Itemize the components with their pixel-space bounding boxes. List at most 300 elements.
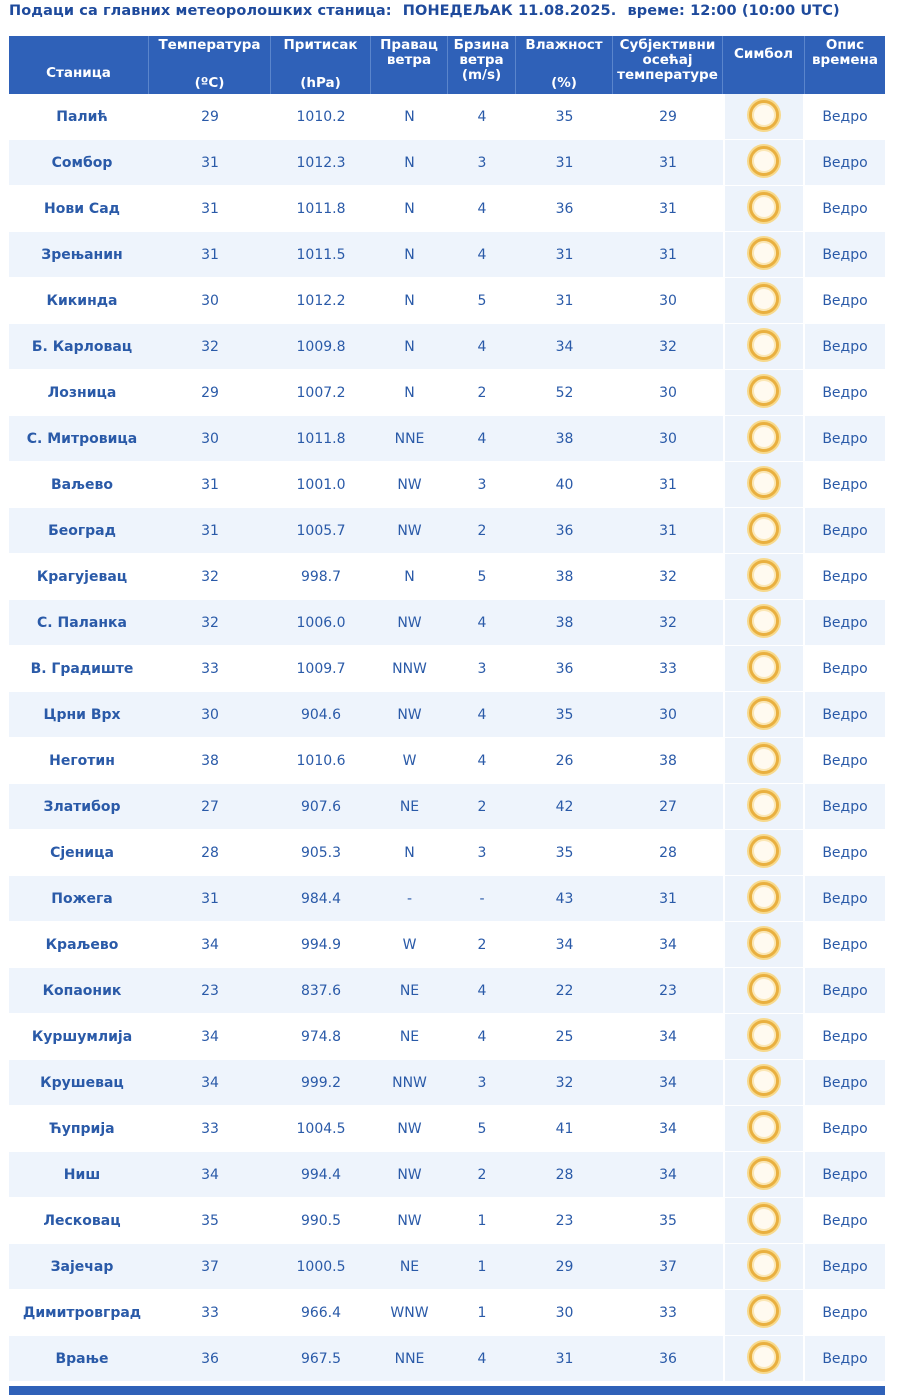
title-text: Подаци са главних метеоролошких станица: (9, 3, 392, 19)
humidity-value: 25 (516, 1014, 613, 1060)
sun-icon (749, 652, 779, 682)
col-temperature: Температура (ºC) (149, 36, 271, 94)
feels-like-value: 34 (613, 922, 723, 968)
sun-icon (749, 146, 779, 176)
feels-like-value: 34 (613, 1152, 723, 1198)
sun-icon (749, 606, 779, 636)
weather-description: Ведро (805, 1244, 885, 1290)
wind-direction-value: N (371, 232, 448, 278)
wind-direction-value: WNW (371, 1290, 448, 1336)
symbol-cell (723, 1014, 805, 1060)
pressure-value: 1006.0 (271, 600, 371, 646)
symbol-cell (723, 968, 805, 1014)
humidity-value: 38 (516, 600, 613, 646)
feels-like-value: 33 (613, 646, 723, 692)
feels-like-value: 34 (613, 1106, 723, 1152)
table-row (9, 1244, 885, 1290)
temperature-value: 35 (149, 1198, 271, 1244)
station-name: Зајечар (9, 1244, 149, 1290)
table-row (9, 508, 885, 554)
table-row (9, 1106, 885, 1152)
wind-direction-value: N (371, 140, 448, 186)
wind-direction-value: NW (371, 600, 448, 646)
temperature-value: 31 (149, 508, 271, 554)
pressure-value: 994.9 (271, 922, 371, 968)
station-name: Димитровград (9, 1290, 149, 1336)
symbol-cell (723, 646, 805, 692)
table-row (9, 416, 885, 462)
humidity-value: 30 (516, 1290, 613, 1336)
wind-speed-value: 1 (448, 1290, 516, 1336)
feels-like-value: 30 (613, 370, 723, 416)
pressure-value: 904.6 (271, 692, 371, 738)
sun-icon (749, 928, 779, 958)
humidity-value: 52 (516, 370, 613, 416)
feels-like-value: 32 (613, 554, 723, 600)
wind-speed-value: 4 (448, 968, 516, 1014)
sun-icon (749, 698, 779, 728)
feels-like-value: 33 (613, 1290, 723, 1336)
wind-speed-value: 2 (448, 784, 516, 830)
temperature-value: 23 (149, 968, 271, 1014)
humidity-value: 22 (516, 968, 613, 1014)
symbol-cell (723, 922, 805, 968)
feels-like-value: 31 (613, 232, 723, 278)
weather-description: Ведро (805, 876, 885, 922)
symbol-cell (723, 600, 805, 646)
wind-direction-value: NE (371, 1244, 448, 1290)
humidity-value: 42 (516, 784, 613, 830)
humidity-value: 38 (516, 416, 613, 462)
pressure-value: 966.4 (271, 1290, 371, 1336)
station-name: Куршумлија (9, 1014, 149, 1060)
station-name: Ћуприја (9, 1106, 149, 1152)
temperature-value: 33 (149, 646, 271, 692)
temperature-value: 28 (149, 830, 271, 876)
humidity-value: 32 (516, 1060, 613, 1106)
pressure-value: 1010.6 (271, 738, 371, 784)
wind-speed-value: 5 (448, 278, 516, 324)
feels-like-value: 38 (613, 738, 723, 784)
wind-speed-value: 4 (448, 94, 516, 140)
table-row (9, 738, 885, 784)
wind-speed-value: 4 (448, 738, 516, 784)
temperature-value: 31 (149, 186, 271, 232)
station-name: Београд (9, 508, 149, 554)
wind-direction-value: NW (371, 1106, 448, 1152)
pressure-value: 1001.0 (271, 462, 371, 508)
temperature-value: 31 (149, 876, 271, 922)
table-row (9, 600, 885, 646)
symbol-cell (723, 324, 805, 370)
station-name: Лесковац (9, 1198, 149, 1244)
station-name: С. Митровица (9, 416, 149, 462)
station-name: Златибор (9, 784, 149, 830)
wind-speed-value: 4 (448, 1336, 516, 1382)
weather-description: Ведро (805, 324, 885, 370)
symbol-cell (723, 1106, 805, 1152)
sun-icon (749, 560, 779, 590)
symbol-cell (723, 232, 805, 278)
wind-direction-value: NW (371, 462, 448, 508)
table-header-row (9, 36, 885, 94)
symbol-cell (723, 830, 805, 876)
wind-speed-value: 5 (448, 1106, 516, 1152)
wind-direction-value: NE (371, 968, 448, 1014)
station-name: Зрењанин (9, 232, 149, 278)
weather-description: Ведро (805, 416, 885, 462)
sun-icon (749, 376, 779, 406)
wind-speed-value: 3 (448, 646, 516, 692)
weather-description: Ведро (805, 646, 885, 692)
feels-like-value: 34 (613, 1060, 723, 1106)
station-name: Црни Врх (9, 692, 149, 738)
feels-like-value: 27 (613, 784, 723, 830)
weather-description: Ведро (805, 1198, 885, 1244)
wind-speed-value: 2 (448, 922, 516, 968)
temperature-value: 29 (149, 370, 271, 416)
feels-like-value: 31 (613, 508, 723, 554)
wind-speed-value: 2 (448, 508, 516, 554)
table-row (9, 554, 885, 600)
feels-like-value: 31 (613, 876, 723, 922)
wind-direction-value: N (371, 94, 448, 140)
feels-like-value: 32 (613, 324, 723, 370)
symbol-cell (723, 1198, 805, 1244)
weather-description: Ведро (805, 738, 885, 784)
table-row (9, 830, 885, 876)
sun-icon (749, 1342, 779, 1372)
station-name: Кикинда (9, 278, 149, 324)
humidity-value: 36 (516, 508, 613, 554)
temperature-value: 31 (149, 462, 271, 508)
wind-speed-value: - (448, 876, 516, 922)
station-name: Сомбор (9, 140, 149, 186)
wind-direction-value: W (371, 922, 448, 968)
sun-icon (749, 744, 779, 774)
wind-direction-value: W (371, 738, 448, 784)
feels-like-value: 31 (613, 140, 723, 186)
table-row (9, 1198, 885, 1244)
station-name: В. Градиште (9, 646, 149, 692)
feels-like-value: 37 (613, 1244, 723, 1290)
temperature-value: 30 (149, 416, 271, 462)
symbol-cell (723, 462, 805, 508)
temperature-value: 30 (149, 692, 271, 738)
weather-description: Ведро (805, 1290, 885, 1336)
temperature-value: 32 (149, 600, 271, 646)
weather-description: Ведро (805, 1336, 885, 1382)
sun-icon (749, 330, 779, 360)
table-row (9, 370, 885, 416)
weather-description: Ведро (805, 968, 885, 1014)
humidity-value: 40 (516, 462, 613, 508)
footer-bar (9, 1386, 885, 1395)
weather-description: Ведро (805, 1152, 885, 1198)
station-name: Крагујевац (9, 554, 149, 600)
col-station: Станица (9, 36, 149, 94)
sun-icon (749, 1020, 779, 1050)
wind-direction-value: N (371, 554, 448, 600)
table-row (9, 968, 885, 1014)
temperature-value: 36 (149, 1336, 271, 1382)
weather-description: Ведро (805, 186, 885, 232)
humidity-value: 35 (516, 692, 613, 738)
temperature-value: 34 (149, 1014, 271, 1060)
pressure-value: 1012.2 (271, 278, 371, 324)
humidity-value: 23 (516, 1198, 613, 1244)
symbol-cell (723, 554, 805, 600)
sun-icon (749, 1250, 779, 1280)
station-name: Краљево (9, 922, 149, 968)
pressure-value: 998.7 (271, 554, 371, 600)
humidity-value: 31 (516, 232, 613, 278)
weather-description: Ведро (805, 784, 885, 830)
symbol-cell (723, 94, 805, 140)
wind-speed-value: 4 (448, 600, 516, 646)
station-name: Ниш (9, 1152, 149, 1198)
title-time: време: 12:00 (10:00 UTC) (627, 3, 840, 19)
wind-direction-value: NNW (371, 646, 448, 692)
symbol-cell (723, 186, 805, 232)
sun-icon (749, 192, 779, 222)
wind-direction-value: NW (371, 1198, 448, 1244)
symbol-cell (723, 416, 805, 462)
temperature-value: 34 (149, 1152, 271, 1198)
sun-icon (749, 468, 779, 498)
pressure-value: 907.6 (271, 784, 371, 830)
station-name: Неготин (9, 738, 149, 784)
humidity-value: 38 (516, 554, 613, 600)
station-name: Лозница (9, 370, 149, 416)
pressure-value: 1011.8 (271, 186, 371, 232)
symbol-cell (723, 1060, 805, 1106)
symbol-cell (723, 1290, 805, 1336)
wind-direction-value: NW (371, 1152, 448, 1198)
pressure-value: 837.6 (271, 968, 371, 1014)
col-wind-direction: Правац ветра (371, 36, 448, 94)
sun-icon (749, 1066, 779, 1096)
symbol-cell (723, 278, 805, 324)
station-name: Б. Карловац (9, 324, 149, 370)
pressure-value: 999.2 (271, 1060, 371, 1106)
humidity-value: 36 (516, 186, 613, 232)
wind-direction-value: N (371, 324, 448, 370)
symbol-cell (723, 1244, 805, 1290)
temperature-value: 30 (149, 278, 271, 324)
weather-description: Ведро (805, 1060, 885, 1106)
humidity-value: 41 (516, 1106, 613, 1152)
feels-like-value: 36 (613, 1336, 723, 1382)
wind-direction-value: NNE (371, 416, 448, 462)
wind-speed-value: 3 (448, 1060, 516, 1106)
wind-direction-value: NE (371, 1014, 448, 1060)
weather-description: Ведро (805, 1106, 885, 1152)
pressure-value: 905.3 (271, 830, 371, 876)
sun-icon (749, 284, 779, 314)
table-row (9, 186, 885, 232)
sun-icon (749, 1112, 779, 1142)
table-row (9, 232, 885, 278)
wind-speed-value: 4 (448, 186, 516, 232)
temperature-value: 32 (149, 324, 271, 370)
station-name: Крушевац (9, 1060, 149, 1106)
col-feels-like: Субјективни осећај температуре (613, 36, 723, 94)
col-description: Опис времена (805, 36, 885, 94)
wind-speed-value: 4 (448, 324, 516, 370)
weather-description: Ведро (805, 1014, 885, 1060)
pressure-value: 974.8 (271, 1014, 371, 1060)
pressure-value: 1009.7 (271, 646, 371, 692)
temperature-value: 31 (149, 140, 271, 186)
temperature-value: 27 (149, 784, 271, 830)
wind-direction-value: - (371, 876, 448, 922)
wind-speed-value: 3 (448, 140, 516, 186)
station-name: Палић (9, 94, 149, 140)
feels-like-value: 30 (613, 692, 723, 738)
feels-like-value: 28 (613, 830, 723, 876)
humidity-value: 31 (516, 1336, 613, 1382)
sun-icon (749, 238, 779, 268)
humidity-value: 28 (516, 1152, 613, 1198)
table-row (9, 94, 885, 140)
station-name: Нови Сад (9, 186, 149, 232)
weather-description: Ведро (805, 140, 885, 186)
col-pressure: Притисак (hPa) (271, 36, 371, 94)
temperature-value: 37 (149, 1244, 271, 1290)
symbol-cell (723, 738, 805, 784)
weather-description: Ведро (805, 232, 885, 278)
sun-icon (749, 836, 779, 866)
pressure-value: 1012.3 (271, 140, 371, 186)
sun-icon (749, 514, 779, 544)
temperature-value: 34 (149, 922, 271, 968)
wind-speed-value: 3 (448, 830, 516, 876)
symbol-cell (723, 876, 805, 922)
humidity-value: 34 (516, 324, 613, 370)
wind-direction-value: N (371, 370, 448, 416)
symbol-cell (723, 1152, 805, 1198)
feels-like-value: 31 (613, 462, 723, 508)
pressure-value: 1011.5 (271, 232, 371, 278)
pressure-value: 984.4 (271, 876, 371, 922)
humidity-value: 34 (516, 922, 613, 968)
pressure-value: 967.5 (271, 1336, 371, 1382)
weather-description: Ведро (805, 278, 885, 324)
table-row (9, 1014, 885, 1060)
table-row (9, 1336, 885, 1382)
weather-table (9, 36, 885, 1382)
humidity-value: 36 (516, 646, 613, 692)
humidity-value: 31 (516, 278, 613, 324)
wind-direction-value: NNW (371, 1060, 448, 1106)
station-name: Сјеница (9, 830, 149, 876)
station-name: Врање (9, 1336, 149, 1382)
symbol-cell (723, 784, 805, 830)
wind-speed-value: 5 (448, 554, 516, 600)
feels-like-value: 23 (613, 968, 723, 1014)
pressure-value: 1010.2 (271, 94, 371, 140)
feels-like-value: 35 (613, 1198, 723, 1244)
temperature-value: 38 (149, 738, 271, 784)
station-name: Пожега (9, 876, 149, 922)
temperature-value: 33 (149, 1106, 271, 1152)
table-row (9, 876, 885, 922)
symbol-cell (723, 370, 805, 416)
sun-icon (749, 1158, 779, 1188)
wind-speed-value: 2 (448, 370, 516, 416)
pressure-value: 990.5 (271, 1198, 371, 1244)
col-symbol: Симбол (723, 36, 805, 94)
station-name: С. Паланка (9, 600, 149, 646)
pressure-value: 1004.5 (271, 1106, 371, 1152)
wind-direction-value: N (371, 830, 448, 876)
pressure-value: 1009.8 (271, 324, 371, 370)
symbol-cell (723, 1336, 805, 1382)
wind-speed-value: 4 (448, 692, 516, 738)
temperature-value: 34 (149, 1060, 271, 1106)
sun-icon (749, 100, 779, 130)
pressure-value: 1011.8 (271, 416, 371, 462)
table-row (9, 1060, 885, 1106)
humidity-value: 43 (516, 876, 613, 922)
table-row (9, 1152, 885, 1198)
wind-direction-value: N (371, 186, 448, 232)
feels-like-value: 30 (613, 278, 723, 324)
temperature-value: 33 (149, 1290, 271, 1336)
wind-speed-value: 2 (448, 1152, 516, 1198)
wind-direction-value: NNE (371, 1336, 448, 1382)
symbol-cell (723, 508, 805, 554)
symbol-cell (723, 692, 805, 738)
sun-icon (749, 1204, 779, 1234)
weather-description: Ведро (805, 508, 885, 554)
wind-direction-value: NW (371, 692, 448, 738)
weather-description: Ведро (805, 922, 885, 968)
table-row (9, 1290, 885, 1336)
weather-description: Ведро (805, 554, 885, 600)
sun-icon (749, 790, 779, 820)
pressure-value: 994.4 (271, 1152, 371, 1198)
table-row (9, 462, 885, 508)
weather-description: Ведро (805, 600, 885, 646)
table-row (9, 692, 885, 738)
wind-speed-value: 1 (448, 1198, 516, 1244)
sun-icon (749, 422, 779, 452)
table-row (9, 140, 885, 186)
station-name: Копаоник (9, 968, 149, 1014)
humidity-value: 35 (516, 830, 613, 876)
wind-speed-value: 4 (448, 1014, 516, 1060)
feels-like-value: 29 (613, 94, 723, 140)
humidity-value: 26 (516, 738, 613, 784)
pressure-value: 1000.5 (271, 1244, 371, 1290)
col-humidity: Влажност (%) (516, 36, 613, 94)
weather-description: Ведро (805, 94, 885, 140)
wind-speed-value: 1 (448, 1244, 516, 1290)
humidity-value: 35 (516, 94, 613, 140)
weather-description: Ведро (805, 370, 885, 416)
feels-like-value: 31 (613, 186, 723, 232)
col-wind-speed: Брзина ветра (m/s) (448, 36, 516, 94)
station-name: Ваљево (9, 462, 149, 508)
pressure-value: 1005.7 (271, 508, 371, 554)
sun-icon (749, 1296, 779, 1326)
pressure-value: 1007.2 (271, 370, 371, 416)
wind-speed-value: 4 (448, 416, 516, 462)
table-row (9, 324, 885, 370)
weather-description: Ведро (805, 830, 885, 876)
